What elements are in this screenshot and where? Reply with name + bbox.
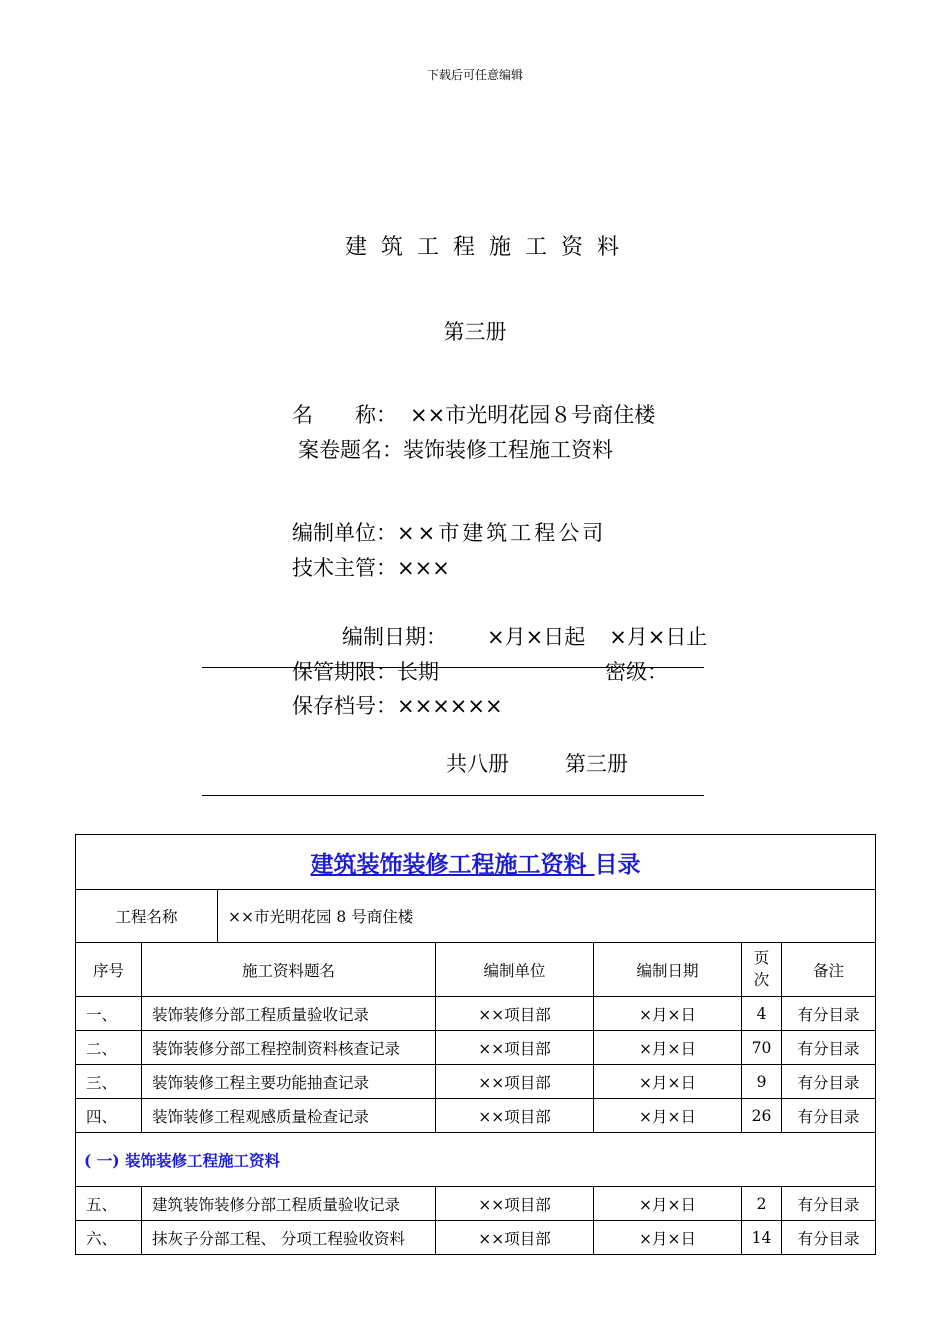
column-header: 编制日期 [594, 943, 742, 997]
project-name-label: 名 称： [292, 403, 397, 427]
row-title: 装饰装修工程主要功能抽查记录 [142, 1065, 436, 1099]
row-pages: 4 [742, 997, 782, 1031]
volume-count-row [446, 748, 628, 778]
project-name-header: 工程名称 [76, 890, 218, 943]
archive-number-label: 保存档号： [292, 694, 397, 718]
row-pages: 2 [742, 1187, 782, 1221]
row-unit: ××项目部 [436, 997, 594, 1031]
row-pages: 9 [742, 1065, 782, 1099]
dossier-title-label: 案卷题名： [298, 438, 403, 462]
compiling-org-label: 编制单位： [292, 521, 397, 545]
security-level-label: 密级： [605, 660, 668, 684]
row-date: ×月×日 [594, 1031, 742, 1065]
row-date: ×月×日 [594, 997, 742, 1031]
row-number: 四、 [76, 1099, 142, 1133]
total-volumes: 共八册 [446, 752, 509, 776]
compile-date-start: ×月×日起 [487, 625, 586, 649]
row-date: ×月×日 [594, 1221, 742, 1255]
dossier-title-value: 装饰装修工程施工资料 [403, 438, 613, 462]
row-title: 装饰装修工程观感质量检查记录 [142, 1099, 436, 1133]
current-volume: 第三册 [565, 752, 628, 776]
compile-date-row [342, 621, 707, 651]
row-pages: 26 [742, 1099, 782, 1133]
tech-supervisor-row [292, 552, 450, 582]
row-pages: 14 [742, 1221, 782, 1255]
row-note: 有分目录 [782, 1031, 876, 1065]
project-name-value: ××市光明花园８号商住楼 [410, 403, 656, 427]
compile-date-label: 编制日期： [342, 625, 447, 649]
row-title: 建筑装饰装修分部工程质量验收记录 [142, 1187, 436, 1221]
column-header: 编制单位 [436, 943, 594, 997]
row-note: 有分目录 [782, 997, 876, 1031]
dossier-title-row [298, 434, 613, 464]
project-name-row [292, 399, 655, 429]
table-header-row [76, 943, 876, 997]
project-name-cell: ××市光明花园 8 号商住楼 [218, 890, 876, 943]
archive-number-row [292, 690, 503, 720]
table-row [76, 997, 876, 1031]
row-unit: ××项目部 [436, 1031, 594, 1065]
row-number: 三、 [76, 1065, 142, 1099]
column-header: 页次 [742, 943, 782, 997]
row-pages: 70 [742, 1031, 782, 1065]
row-date: ×月×日 [594, 1065, 742, 1099]
volume-label: 第三册 [443, 320, 507, 344]
row-date: ×月×日 [594, 1099, 742, 1133]
row-date: ×月×日 [594, 1187, 742, 1221]
toc-title-suffix: 目录 [594, 850, 641, 878]
row-number: 二、 [76, 1031, 142, 1065]
document-title: 建筑工程施工资料 [344, 235, 633, 260]
table-row [76, 1031, 876, 1065]
row-number: 一、 [76, 997, 142, 1031]
toc-title [76, 835, 876, 890]
table-of-contents [75, 834, 876, 1255]
retention-value: 长期 [397, 660, 439, 684]
compiling-org-row [292, 517, 606, 547]
archive-number-value: ×××××× [397, 694, 503, 718]
retention-row [292, 656, 668, 686]
column-header: 序号 [76, 943, 142, 997]
row-number: 六、 [76, 1221, 142, 1255]
row-number: 五、 [76, 1187, 142, 1221]
section-heading: ( 一) 装饰装修工程施工资料 [76, 1133, 876, 1187]
row-title: 装饰装修分部工程质量验收记录 [142, 997, 436, 1031]
row-note: 有分目录 [782, 1221, 876, 1255]
toc-title-main: 建筑装饰装修工程施工资料 [310, 850, 587, 878]
tech-supervisor-label: 技术主管： [292, 556, 397, 580]
row-unit: ××项目部 [436, 1065, 594, 1099]
compiling-org-value: ××市建筑工程公司 [397, 521, 607, 545]
row-note: 有分目录 [782, 1187, 876, 1221]
header-note: 下载后可任意编辑 [426, 68, 523, 82]
table-row [76, 1099, 876, 1133]
row-title: 抹灰子分部工程、 分项工程验收资料 [142, 1221, 436, 1255]
row-unit: ××项目部 [436, 1099, 594, 1133]
row-note: 有分目录 [782, 1065, 876, 1099]
table-row [76, 1221, 876, 1255]
column-header: 施工资料题名 [142, 943, 436, 997]
row-title: 装饰装修分部工程控制资料核查记录 [142, 1031, 436, 1065]
divider-line [202, 795, 704, 796]
retention-label: 保管期限： [292, 660, 397, 684]
tech-supervisor-value: ××× [397, 556, 450, 580]
table-row [76, 1065, 876, 1099]
compile-date-end: ×月×日止 [609, 625, 708, 649]
row-unit: ××项目部 [436, 1187, 594, 1221]
column-header: 备注 [782, 943, 876, 997]
row-unit: ××项目部 [436, 1221, 594, 1255]
row-note: 有分目录 [782, 1099, 876, 1133]
table-row [76, 1187, 876, 1221]
